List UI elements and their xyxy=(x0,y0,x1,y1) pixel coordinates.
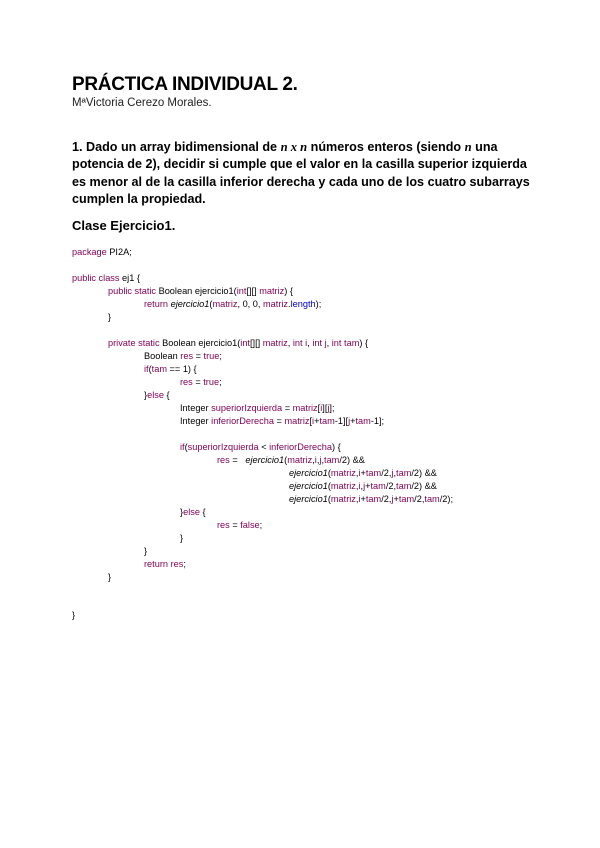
code-line: res = true; xyxy=(180,377,222,387)
code-line: return ejercicio1(matriz, 0, 0, matriz.length); xyxy=(144,299,322,309)
code-line: Integer superiorIzquierda = matriz[i][j]; xyxy=(180,403,335,413)
code-line: } xyxy=(180,533,184,543)
author-name: MªVictoria Cerezo Morales. xyxy=(72,97,212,109)
code-line: Boolean res = true; xyxy=(144,351,222,361)
section-title: Clase Ejercicio1. xyxy=(72,218,176,233)
code-line: } xyxy=(144,546,148,556)
code-line: } xyxy=(108,572,112,582)
code-line: public class ej1 { xyxy=(72,273,140,283)
code-line: if(tam == 1) { xyxy=(144,364,197,374)
code-line: }else { xyxy=(144,390,170,400)
code-line: public static Boolean ejercicio1(int[][] matriz) { xyxy=(108,286,293,296)
page-title: PRÁCTICA INDIVIDUAL 2. xyxy=(72,74,298,95)
code-line: Integer inferiorDerecha = matriz[i+tam-1][j+tam-1]; xyxy=(180,416,385,426)
problem-statement: 1. Dado un array bidimensional de n x n números enteros (siendo n una potencia de 2), decidir si cumple que el valor en la casilla superior izquierda es menor al de la casilla inferior derecha y cada uno de los cuatro subarrays cumplen la propiedad. xyxy=(72,140,530,206)
code-line: private static Boolean ejercicio1(int[][] matriz, int i, int j, int tam) { xyxy=(108,338,369,348)
code-line: package PI2A; xyxy=(72,247,132,257)
code-line: res = ejercicio1(matriz,i,j,tam/2) && xyxy=(217,455,365,465)
code-line: } xyxy=(72,610,76,620)
code-line: res = false; xyxy=(217,520,263,530)
code-line: ejercicio1(matriz,i+tam/2,j+tam/2,tam/2); xyxy=(289,494,453,504)
code-line: if(superiorIzquierda < inferiorDerecha) { xyxy=(180,442,341,452)
code-line: ejercicio1(matriz,i,j+tam/2,tam/2) && xyxy=(289,481,437,491)
code-line: } xyxy=(108,312,112,322)
code-line: return res; xyxy=(144,559,186,569)
code-line: ejercicio1(matriz,i+tam/2,j,tam/2) && xyxy=(289,468,437,478)
code-line: }else { xyxy=(180,507,206,517)
